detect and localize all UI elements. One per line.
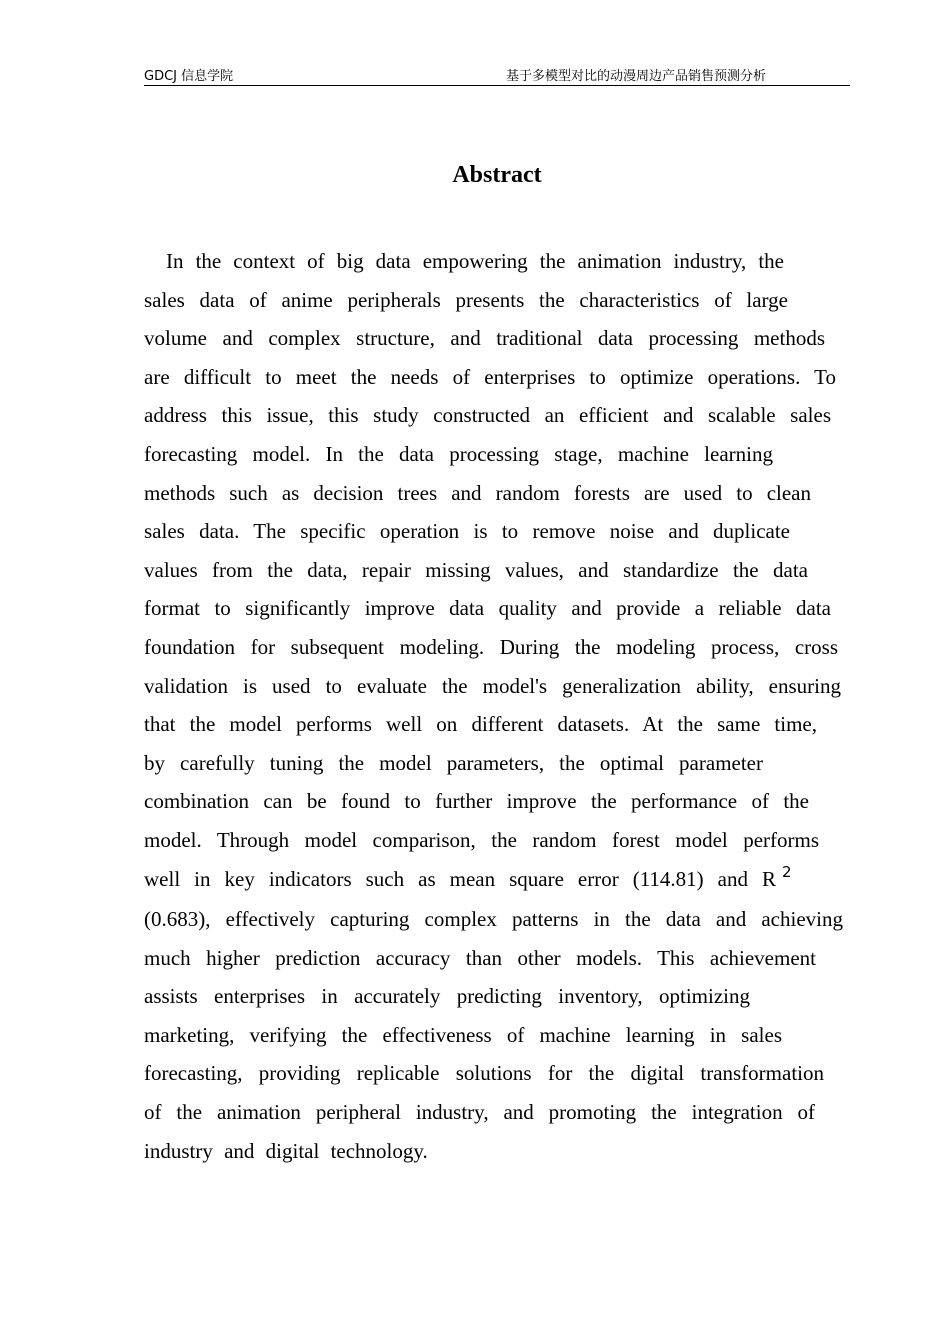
abstract-line-11: foundation for subsequent modeling. During the modeling process, cross: [144, 634, 838, 659]
abstract-line-17-wrapper: [144, 860, 804, 901]
abstract-line-10: format to significantly improve data quality and provide a reliable data: [144, 596, 831, 621]
abstract-line-3: volume and complex structure, and traditional data processing methods: [144, 326, 825, 351]
abstract-line-9: values from the data, repair missing values, and standardize the data: [144, 557, 808, 582]
abstract-line-8: sales data. The specific operation is to remove noise and duplicate: [144, 519, 790, 544]
abstract-line-7: methods such as decision trees and random forests are used to clean: [144, 480, 811, 505]
abstract-line-22: forecasting, providing replicable solutions for the digital transformation: [144, 1061, 824, 1086]
abstract-line-12: validation is used to evaluate the model's generalization ability, ensuring: [144, 673, 841, 698]
abstract-line-2: sales data of anime peripherals presents the characteristics of large: [144, 287, 788, 312]
abstract-line-13: that the model performs well on different datasets. At the same time,: [144, 712, 817, 737]
abstract-line-21: marketing, verifying the effectiveness of machine learning in sales: [144, 1022, 782, 1047]
abstract-line-19: much higher prediction accuracy than other models. This achievement: [144, 945, 816, 970]
abstract-line-20: assists enterprises in accurately predicting inventory, optimizing: [144, 984, 750, 1009]
header-institution: GDCJ 信息学院: [144, 69, 234, 84]
r-squared-superscript: 2: [782, 862, 792, 881]
abstract-line-14: by carefully tuning the model parameters, the optimal parameter: [144, 750, 763, 775]
abstract-line-24: industry and digital technology.: [144, 1138, 428, 1163]
abstract-body: [144, 242, 844, 1170]
abstract-line-6: forecasting model. In the data processing stage, machine learning: [144, 441, 773, 466]
abstract-line-4: are difficult to meet the needs of enterprises to optimize operations. To: [144, 364, 836, 389]
abstract-line-1: In the context of big data empowering the animation industry, the: [166, 249, 784, 273]
abstract-line-15: combination can be found to further improve the performance of the: [144, 789, 809, 814]
abstract-line-17: well in key indicators such as mean square error (114.81) and R: [144, 866, 776, 891]
page-header: [144, 68, 850, 86]
abstract-line-5: address this issue, this study constructed an efficient and scalable sales: [144, 403, 831, 428]
abstract-line-23: of the animation peripheral industry, and promoting the integration of: [144, 1100, 815, 1125]
header-thesis-title: 基于多模型对比的动漫周边产品销售预测分析: [506, 69, 767, 84]
abstract-line-16: model. Through model comparison, the random forest model performs: [144, 827, 819, 852]
abstract-title: Abstract: [452, 162, 542, 188]
abstract-line-18: (0.683), effectively capturing complex patterns in the data and achieving: [144, 907, 843, 932]
